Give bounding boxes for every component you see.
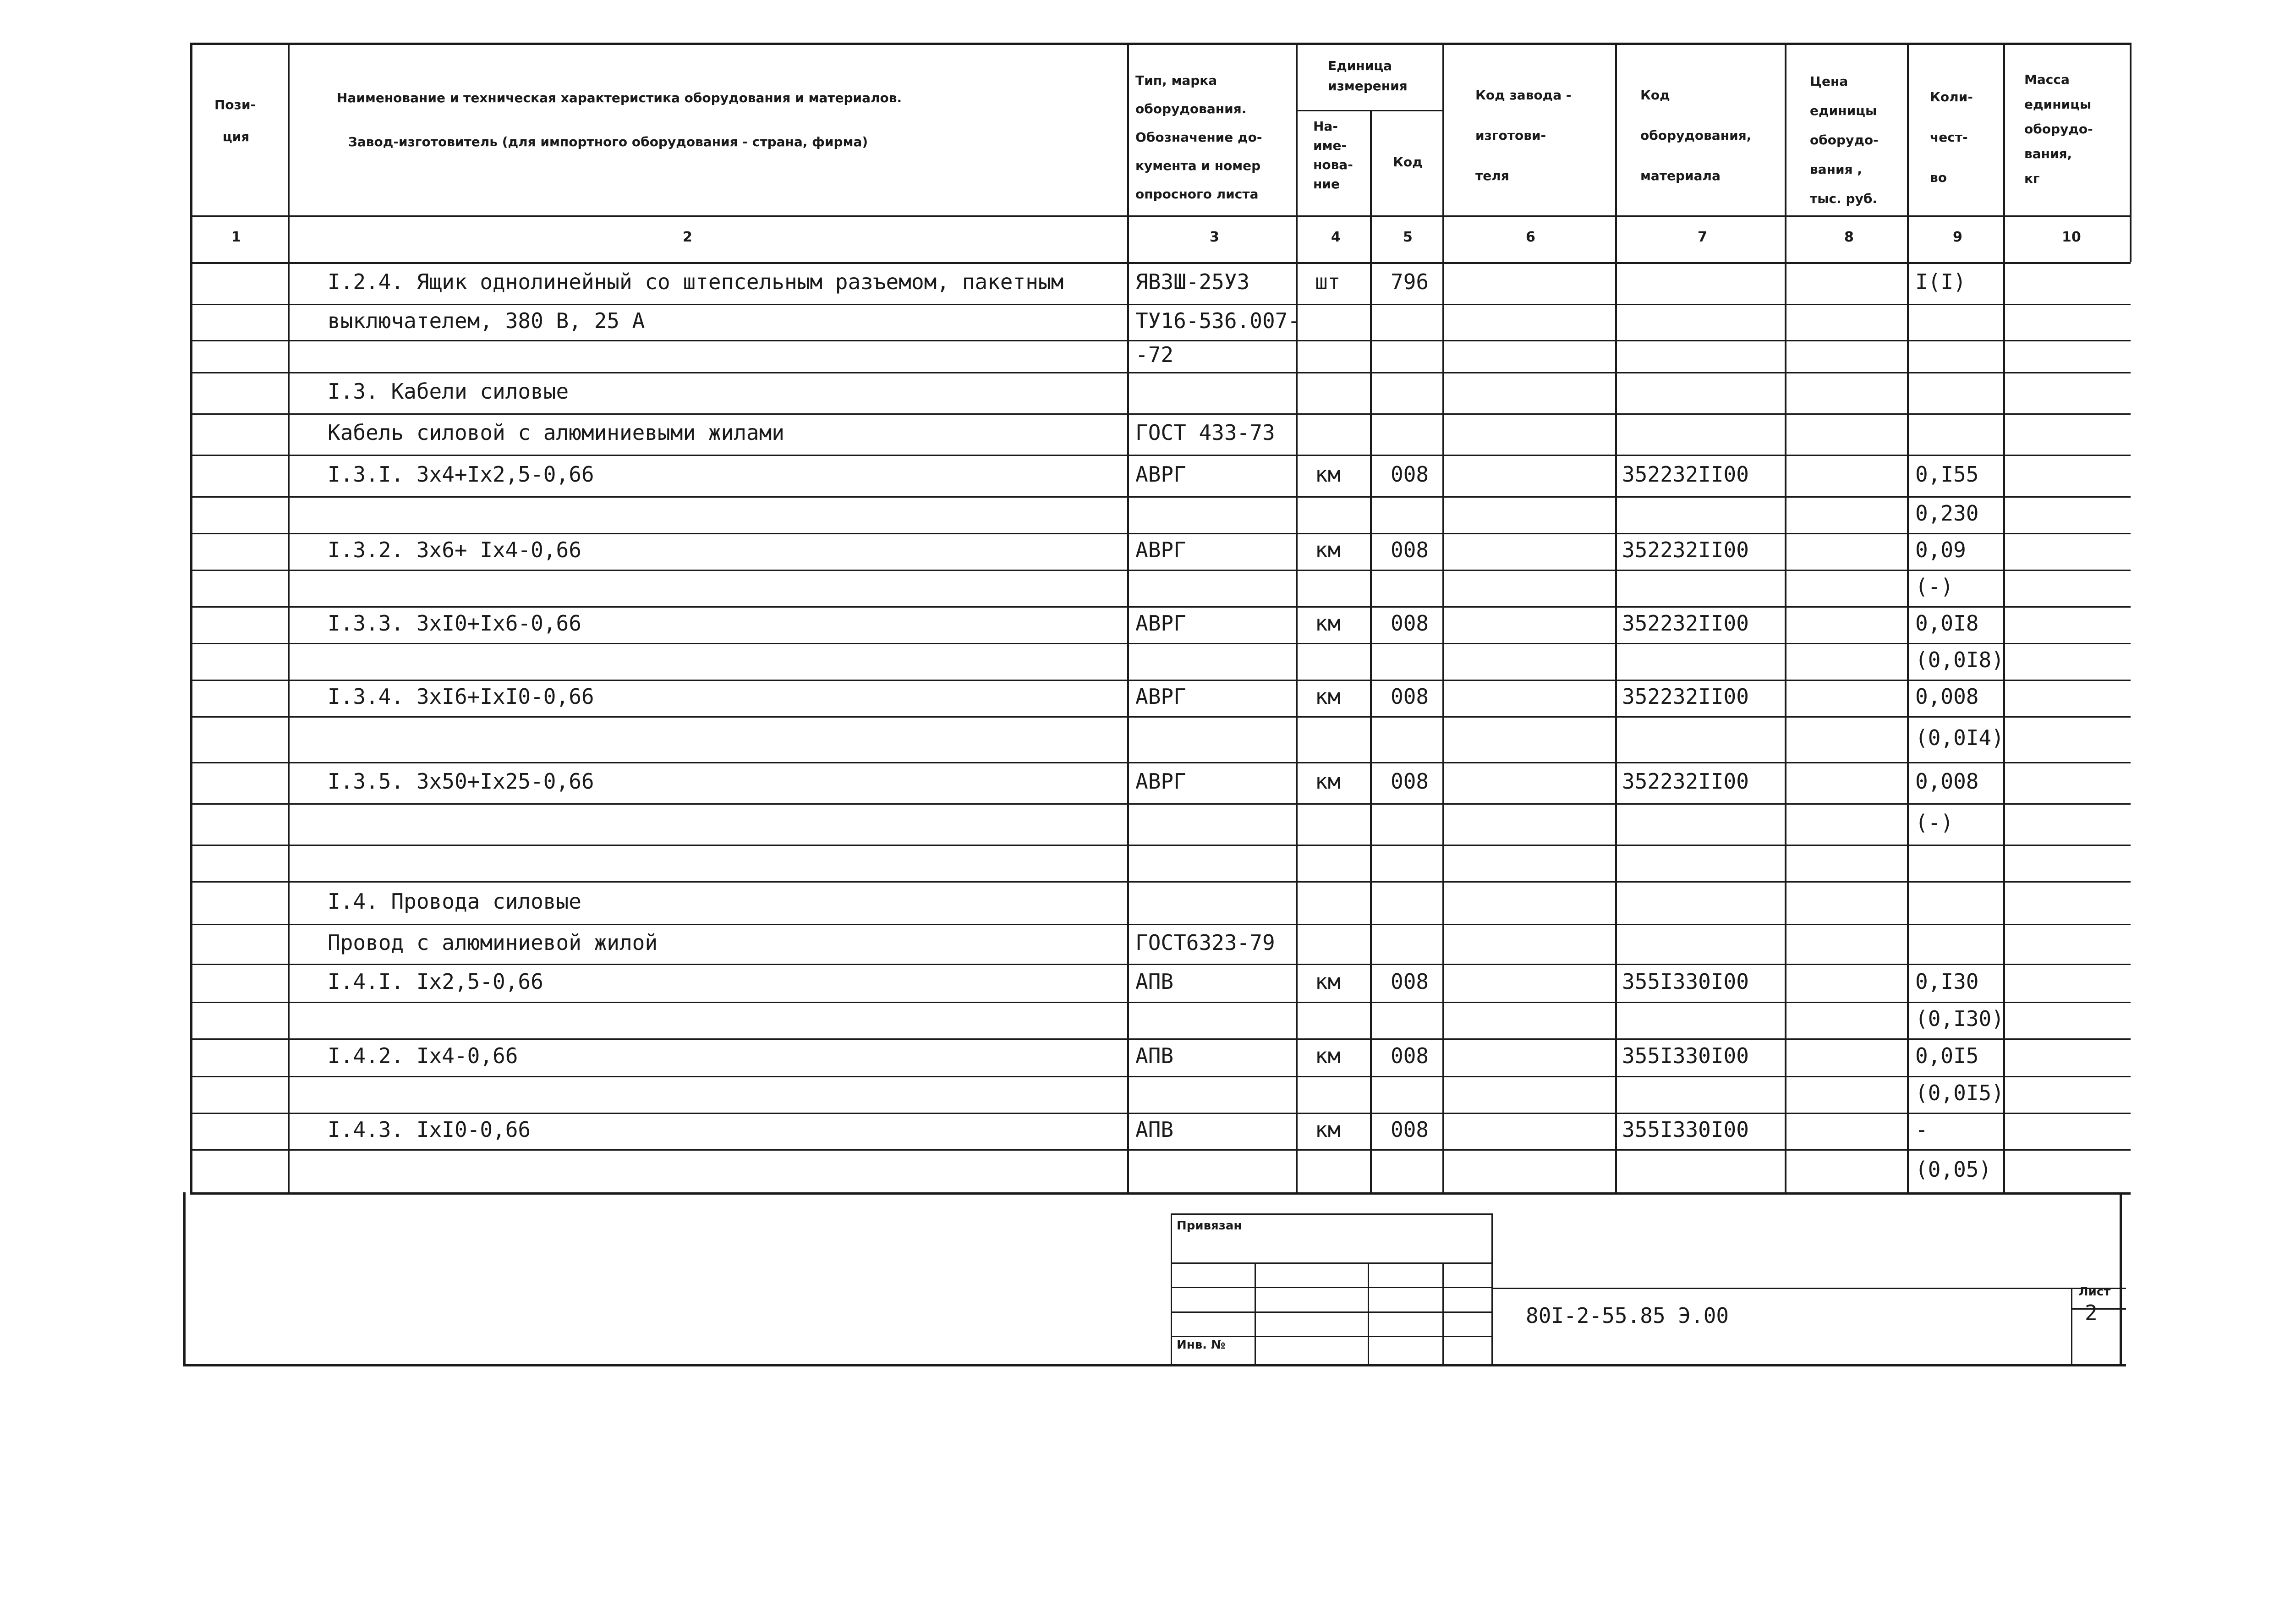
header-unit-price-line4: вания , — [1810, 162, 1862, 177]
header-unit-name-line4: ние — [1313, 176, 1340, 192]
row-quantity: - — [1915, 1117, 1928, 1142]
header-position-line1: Пози- — [214, 97, 256, 112]
row-unit-code: 008 — [1391, 684, 1429, 709]
row-quantity: 0,0I8 — [1915, 611, 1979, 636]
grid-line — [190, 845, 2131, 846]
header-type-line3: Обозначение до- — [1135, 130, 1262, 145]
row-type: ГОСТ 433-73 — [1135, 420, 1275, 445]
header-quantity-line3: во — [1930, 170, 1947, 185]
row-name: выключателем, 380 В, 25 А — [328, 308, 645, 333]
row-type: АВРГ — [1135, 461, 1186, 487]
document-number: 80I-2-55.85 Э.00 — [1526, 1303, 1729, 1328]
row-name: I.4.2. Ix4-0,66 — [328, 1043, 518, 1068]
row-quantity: (-) — [1915, 810, 1954, 835]
row-name: I.4.3. IxI0-0,66 — [328, 1117, 531, 1142]
grid-line — [190, 803, 2131, 805]
row-unit-code: 008 — [1391, 1043, 1429, 1068]
grid-line — [190, 455, 2131, 456]
grid-line — [2130, 43, 2132, 262]
row-name: I.4.I. Ix2,5-0,66 — [328, 969, 543, 994]
header-equipment-code-line1: Код — [1640, 88, 1670, 103]
grid-line — [183, 1364, 2126, 1366]
grid-line — [190, 1192, 2131, 1195]
row-equipment-code: 352232II00 — [1622, 684, 1749, 709]
sheet-number: 2 — [2085, 1300, 2098, 1325]
row-equipment-code: 355I330I00 — [1622, 1043, 1749, 1068]
header-name-line1: Наименование и техническая характеристика оборудования и материалов. — [337, 90, 902, 105]
row-type: ТУ16-536.007- — [1135, 308, 1301, 333]
grid-line — [1127, 43, 1129, 1192]
header-unit-name-line2: име- — [1313, 138, 1347, 153]
row-type: АВРГ — [1135, 684, 1186, 709]
row-quantity: (0,0I4) — [1915, 725, 2004, 750]
row-type: АПВ — [1135, 1043, 1174, 1068]
grid-line — [190, 881, 2131, 883]
row-unit-name: шт — [1315, 269, 1341, 294]
row-name: Кабель силовой с алюминиевыми жилами — [328, 420, 784, 445]
grid-line — [190, 533, 2131, 534]
column-number-9: 9 — [1953, 229, 1962, 245]
row-unit-code: 796 — [1391, 269, 1429, 294]
grid-line — [190, 1076, 2131, 1077]
row-unit-code: 008 — [1391, 969, 1429, 994]
column-number-10: 10 — [2062, 229, 2081, 245]
grid-line — [1296, 110, 1442, 111]
grid-line — [190, 496, 2131, 498]
header-type-line5: опросного листа — [1135, 187, 1259, 202]
row-name: I.3.5. 3x50+Ix25-0,66 — [328, 769, 594, 794]
grid-line — [1615, 43, 1617, 1192]
row-name: I.3.I. 3x4+Ix2,5-0,66 — [328, 461, 594, 487]
row-quantity: 0,I55 — [1915, 461, 1979, 487]
header-name-line2: Завод-изготовитель (для импортного оборудования - страна, фирма) — [348, 134, 868, 149]
row-equipment-code: 352232II00 — [1622, 461, 1749, 487]
row-unit-code: 008 — [1391, 538, 1429, 562]
header-unit-mass-line2: единицы — [2024, 97, 2092, 112]
row-type: ЯВЗШ-25У3 — [1135, 269, 1250, 294]
row-equipment-code: 352232II00 — [1622, 769, 1749, 794]
grid-line — [190, 762, 2131, 763]
grid-line — [190, 413, 2131, 415]
header-unit-price-line2: единицы — [1810, 103, 1877, 118]
row-unit-name: км — [1315, 1117, 1341, 1142]
grid-line — [1907, 43, 1909, 1192]
grid-line — [190, 1038, 2131, 1040]
header-unit-line1: Единица — [1328, 58, 1392, 73]
header-unit-mass-line3: оборудо- — [2024, 121, 2093, 137]
row-name: I.3. Кабели силовые — [328, 379, 569, 404]
header-plant-code-line3: теля — [1475, 168, 1509, 183]
header-equipment-code-line3: материала — [1640, 168, 1721, 183]
grid-line — [190, 964, 2131, 965]
grid-line — [1171, 1213, 1491, 1215]
row-unit-name: км — [1315, 769, 1341, 794]
row-quantity: 0,09 — [1915, 538, 1966, 562]
grid-line — [190, 43, 2131, 45]
grid-line — [2120, 1192, 2122, 1364]
row-unit-code: 008 — [1391, 611, 1429, 636]
grid-line — [190, 215, 2131, 217]
header-unit-name-line3: нова- — [1313, 157, 1353, 172]
row-quantity: 0,008 — [1915, 684, 1979, 709]
header-type-line2: оборудования. — [1135, 101, 1247, 116]
row-type: ГОСТ6323-79 — [1135, 930, 1275, 955]
row-unit-code: 008 — [1391, 461, 1429, 487]
header-unit-line2: измерения — [1328, 78, 1408, 93]
row-type: АВРГ — [1135, 769, 1186, 794]
row-type: АПВ — [1135, 969, 1174, 994]
grid-line — [1296, 43, 1298, 1192]
row-type: -72 — [1135, 342, 1174, 367]
row-unit-name: км — [1315, 538, 1341, 562]
header-unit-price-line3: оборудо- — [1810, 132, 1879, 148]
row-equipment-code: 352232II00 — [1622, 538, 1749, 562]
header-unit-mass-line4: вания, — [2024, 146, 2072, 161]
grid-line — [2071, 1288, 2072, 1364]
row-quantity: 0,0I5 — [1915, 1043, 1979, 1068]
header-unit-mass-line1: Масса — [2024, 72, 2070, 87]
row-quantity: (-) — [1915, 574, 1954, 599]
header-unit-price-line1: Цена — [1810, 74, 1848, 89]
grid-line — [190, 304, 2131, 305]
column-number-6: 6 — [1526, 229, 1535, 245]
grid-line — [190, 680, 2131, 681]
grid-line — [1442, 43, 1444, 1192]
inventory-number-label: Инв. № — [1177, 1338, 1226, 1352]
header-unit-price-line5: тыс. руб. — [1810, 191, 1878, 206]
grid-line — [190, 924, 2131, 925]
grid-line — [1255, 1262, 1256, 1364]
header-quantity-line2: чест- — [1930, 130, 1968, 145]
grid-line — [1785, 43, 1786, 1192]
column-number-7: 7 — [1698, 229, 1707, 245]
row-equipment-code: 355I330I00 — [1622, 1117, 1749, 1142]
column-number-8: 8 — [1844, 229, 1854, 245]
header-type-line1: Тип, марка — [1135, 73, 1217, 88]
grid-line — [190, 570, 2131, 571]
grid-line — [190, 340, 2131, 341]
grid-line — [183, 1192, 186, 1364]
header-type-line4: кумента и номер — [1135, 158, 1261, 173]
header-equipment-code-line2: оборудования, — [1640, 128, 1752, 143]
row-unit-name: км — [1315, 969, 1341, 994]
row-unit-code: 008 — [1391, 1117, 1429, 1142]
header-position-line2: ция — [223, 129, 250, 144]
column-number-4: 4 — [1331, 229, 1341, 245]
header-plant-code-line2: изготови- — [1475, 128, 1546, 143]
row-name: I.3.3. 3xI0+Ix6-0,66 — [328, 611, 581, 636]
row-equipment-code: 355I330I00 — [1622, 969, 1749, 994]
row-name: I.4. Провода силовые — [328, 889, 581, 914]
grid-line — [190, 1113, 2131, 1114]
header-unit-name-line1: На- — [1313, 119, 1338, 134]
grid-line — [190, 262, 2131, 264]
row-quantity: (0,I30) — [1915, 1006, 2004, 1031]
grid-line — [190, 1002, 2131, 1003]
row-equipment-code: 352232II00 — [1622, 611, 1749, 636]
row-type: АВРГ — [1135, 611, 1186, 636]
grid-line — [2071, 1308, 2126, 1310]
row-name: I.3.4. 3xI6+IxI0-0,66 — [328, 684, 594, 709]
column-number-1: 1 — [231, 229, 241, 245]
row-unit-name: км — [1315, 461, 1341, 487]
header-unit-mass-line5: кг — [2024, 171, 2040, 186]
row-name: Провод с алюминиевой жилой — [328, 930, 658, 955]
column-number-5: 5 — [1403, 229, 1413, 245]
row-unit-code: 008 — [1391, 769, 1429, 794]
header-quantity-line1: Коли- — [1930, 89, 1973, 104]
row-type: АВРГ — [1135, 538, 1186, 562]
grid-line — [1171, 1213, 1172, 1364]
row-unit-name: км — [1315, 684, 1341, 709]
row-unit-name: км — [1315, 1043, 1341, 1068]
row-quantity: (0,0I5) — [1915, 1081, 2004, 1105]
bound-label: Привязан — [1177, 1219, 1242, 1233]
row-quantity: 0,230 — [1915, 501, 1979, 526]
grid-line — [1491, 1288, 2126, 1289]
row-quantity: (0,05) — [1915, 1157, 1992, 1182]
row-quantity: I(I) — [1915, 269, 1966, 294]
header-plant-code-line1: Код завода - — [1475, 88, 1572, 103]
grid-line — [288, 43, 290, 1192]
grid-line — [1368, 1262, 1369, 1364]
grid-line — [190, 643, 2131, 644]
row-unit-name: км — [1315, 611, 1341, 636]
grid-line — [190, 372, 2131, 373]
column-number-2: 2 — [683, 229, 692, 245]
sheet-label: Лист — [2078, 1285, 2111, 1299]
grid-line — [1442, 1262, 1444, 1364]
row-type: АПВ — [1135, 1117, 1174, 1142]
grid-line — [190, 606, 2131, 608]
row-name: I.3.2. 3x6+ Ix4-0,66 — [328, 538, 581, 562]
row-quantity: 0,I30 — [1915, 969, 1979, 994]
column-number-3: 3 — [1210, 229, 1219, 245]
grid-line — [1370, 110, 1372, 1192]
grid-line — [190, 1149, 2131, 1151]
row-name: I.2.4. Ящик однолинейный со штепсельным разъемом, пакетным — [328, 269, 1064, 294]
row-quantity: (0,0I8) — [1915, 647, 2004, 672]
header-unit-code: Код — [1393, 154, 1423, 170]
row-quantity: 0,008 — [1915, 769, 1979, 794]
grid-line — [190, 716, 2131, 718]
